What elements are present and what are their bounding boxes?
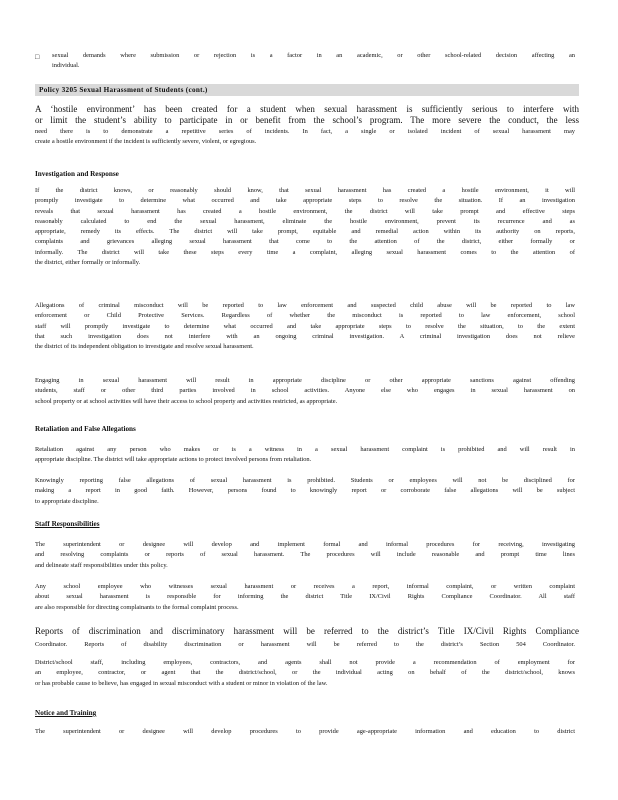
investigation-paragraph-2: Allegations of criminal misconduct will be reported to law enforcement and suspected child abuse will be reported to law enforcement or Child Protective Services. Regardless of whether the misconduct is reported to law enforcement, school staff will promptly investigate to determine what occurred and take appropriate steps to resolve the situation, to the extent that such investigation does not interfere with an ongoing criminal investigation. A criminal investigation does not relieve the district of its independent obligation to investigate and resolve sexual harassment. (35, 302, 575, 351)
staff-referral-emphasis: Reports of discrimination and discriminatory harassment will be referred to the district’s Title IX/Civil Rights Compliance (35, 626, 579, 636)
investigation-heading: Investigation and Response (35, 170, 119, 178)
retaliation-paragraph-2: Knowingly reporting false allegations of sexual harassment is prohibited. Students or employees will not be disciplined for making a report in good faith. However, persons found to knowingly report or corroborate false allegations will be subject to appropriate discipline. (35, 477, 575, 505)
investigation-paragraph-1: If the district knows, or reasonably should know, that sexual harassment has created a hostile environment, it will promptly investigate to determine what occurred and take appropriate steps to resolve the situation. If an investigation reveals that sexual harassment has created a hostile environment, the district will take prompt and effective steps reasonably calculated to end the sexual harassment, eliminate the hostile environment, prevent its recurrence and as appropriate, remedy its effects. The district will take prompt, equitable and remedial action within its authority on reports, complaints and grievances alleging sexual harassment that come to the attention of the district, either formally or informally. The district will take these steps every time a complaint, alleging sexual harassment comes to the attention of the district, either formally or informally. (35, 187, 575, 267)
investigation-paragraph-3: Engaging in sexual harassment will result in appropriate discipline or other appropriate sanctions against offending students, staff or other third parties involved in school activities. Anyone else who engages in sexual harassment on school property or at school activities will have their access to school property and activities restricted, as appropriate. (35, 377, 575, 405)
retaliation-paragraph-1: Retaliation against any person who makes or is a witness in a sexual harassment complaint is prohibited and will result in appropriate discipline. The district will take appropriate actions to protect involved persons from retaliation. (35, 446, 575, 464)
staff-paragraph-1: The superintendent or designee will develop and implement formal and informal procedures for receiving, investigating and resolving complaints or reports of sexual harassment. The procedures will include reasonable and prompt time lines and delineate staff responsibilities under this policy. (35, 541, 575, 569)
staff-paragraph-3: District/school staff, including employees, contractors, and agents shall not provide a recommendation of employment for an employee, contractor, or agent that the district/school, or the individual acting on behalf of the district/school, knows or has probable cause to believe, has engaged in sexual misconduct with a student or minor in violation of the law. (35, 659, 575, 687)
notice-heading: Notice and Training (35, 709, 97, 717)
policy-header-bar (35, 84, 579, 96)
retaliation-heading: Retaliation and False Allegations (35, 425, 136, 433)
policy-header-title: Policy 3205 Sexual Harassment of Students (cont.) (39, 86, 208, 94)
staff-paragraph-2: Any school employee who witnesses sexual harassment or receives a report, informal complaint, or written complaint about sexual harassment is responsible for informing the district Title IX/Civil Rights Compliance Coordinator. All staff are also responsible for directing complainants to the formal complaint process. (35, 583, 575, 611)
bullet-icon: □ (35, 53, 40, 61)
hostile-environment-emphasis: A ‘hostile environment’ has been created for a student when sexual harassment is sufficiently serious to interfere with or limit the student’s ability to participate in or benefit from the school’s program. The more severe the conduct, the less (35, 104, 579, 125)
top-bullet-text: sexual demands where submission or rejection is a factor in an academic, or other school-related decision affecting an individual. (52, 52, 575, 70)
staff-heading: Staff Responsibilities (35, 520, 100, 528)
notice-paragraph-1: The superintendent or designee will develop procedures to provide age-appropriate information and education to district (35, 728, 575, 735)
hostile-environment-paragraph: need there is to demonstrate a repetitive series of incidents. In fact, a single or isolated incident of sexual harassment may create a hostile environment if the incident is sufficiently severe, violent, or egregious. (35, 128, 575, 146)
staff-referral-continued: Coordinator. Reports of disability discrimination or harassment will be referred to the district’s Section 504 Coordinator. (35, 641, 575, 648)
